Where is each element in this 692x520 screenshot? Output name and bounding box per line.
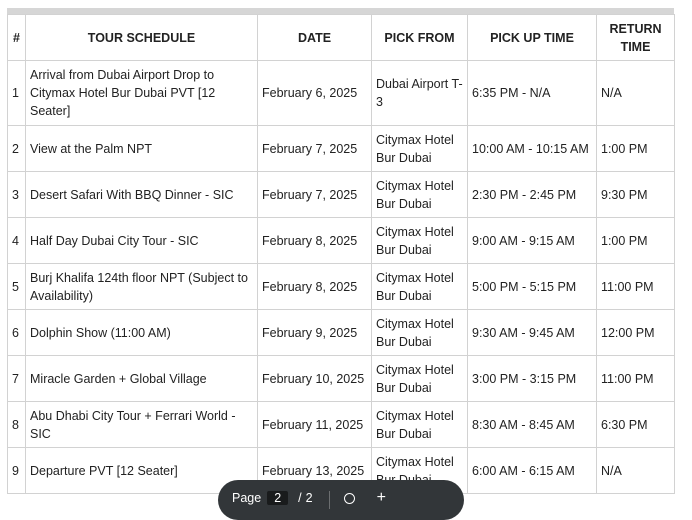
cell-date: February 7, 2025	[258, 172, 372, 218]
zoom-icon[interactable]	[344, 493, 355, 504]
cell-num: 3	[8, 172, 26, 218]
zoom-in-icon[interactable]: +	[376, 489, 386, 506]
cell-pick-up-time: 6:35 PM - N/A	[468, 61, 597, 126]
cell-pick-from: Citymax Hotel Bur Dubai	[372, 126, 468, 172]
table-row	[8, 172, 675, 218]
cell-date: February 6, 2025	[258, 61, 372, 126]
cell-pick-up-time: 9:30 AM - 9:45 AM	[468, 310, 597, 356]
cell-tour: Dolphin Show (11:00 AM)	[26, 310, 258, 356]
cell-date: February 7, 2025	[258, 126, 372, 172]
table-row	[8, 218, 675, 264]
cell-date: February 8, 2025	[258, 264, 372, 310]
cell-date: February 11, 2025	[258, 402, 372, 448]
cell-date: February 9, 2025	[258, 310, 372, 356]
cell-pick-from: Citymax Hotel Bur Dubai	[372, 172, 468, 218]
cell-pick-up-time: 5:00 PM - 5:15 PM	[468, 264, 597, 310]
page-separator: /	[298, 491, 302, 505]
cell-pick-up-time: 3:00 PM - 3:15 PM	[468, 356, 597, 402]
cell-tour: Desert Safari With BBQ Dinner - SIC	[26, 172, 258, 218]
current-page-input[interactable]: 2	[267, 491, 288, 505]
cell-tour: Burj Khalifa 124th floor NPT (Subject to Availability)	[26, 264, 258, 310]
cell-tour: Departure PVT [12 Seater]	[26, 448, 258, 494]
cell-pick-from: Citymax Hotel Bur Dubai	[372, 264, 468, 310]
cell-num: 5	[8, 264, 26, 310]
cell-num: 4	[8, 218, 26, 264]
cell-return-time: 11:00 PM	[597, 264, 675, 310]
header-pick-from: PICK FROM	[372, 15, 468, 61]
cell-pick-from: Citymax Hotel Bur Dubai	[372, 218, 468, 264]
table-row	[8, 126, 675, 172]
tour-schedule-table	[7, 14, 675, 494]
cell-tour: Abu Dhabi City Tour + Ferrari World - SIC	[26, 402, 258, 448]
table-row	[8, 402, 675, 448]
cell-return-time: 11:00 PM	[597, 356, 675, 402]
cell-tour: Arrival from Dubai Airport Drop to Citymax Hotel Bur Dubai PVT [12 Seater]	[26, 61, 258, 126]
cell-pick-from: Citymax Hotel Bur Dubai	[372, 402, 468, 448]
cell-tour: View at the Palm NPT	[26, 126, 258, 172]
header-num: #	[8, 15, 26, 61]
cell-pick-up-time: 9:00 AM - 9:15 AM	[468, 218, 597, 264]
header-tour-schedule: TOUR SCHEDULE	[26, 15, 258, 61]
cell-pick-up-time: 2:30 PM - 2:45 PM	[468, 172, 597, 218]
header-pick-up-time: PICK UP TIME	[468, 15, 597, 61]
table-row	[8, 356, 675, 402]
cell-tour: Miracle Garden + Global Village	[26, 356, 258, 402]
cell-return-time: N/A	[597, 61, 675, 126]
cell-return-time: N/A	[597, 448, 675, 494]
cell-num: 6	[8, 310, 26, 356]
pdf-page-toolbar	[218, 480, 464, 520]
table-row	[8, 310, 675, 356]
cell-pick-from: Citymax Hotel	[372, 448, 468, 494]
total-pages: 2	[305, 491, 313, 505]
cell-date: February 13, 2025	[258, 448, 372, 494]
cell-date: February 10, 2025	[258, 356, 372, 402]
page-label: Page	[232, 491, 262, 505]
cell-return-time: 1:00 PM	[597, 126, 675, 172]
cell-date: February 8, 2025	[258, 218, 372, 264]
cell-pick-up-time: 8:30 AM - 8:45 AM	[468, 402, 597, 448]
cell-num: 2	[8, 126, 26, 172]
table-row	[8, 61, 675, 126]
table-row	[8, 264, 675, 310]
cell-return-time: 12:00 PM	[597, 310, 675, 356]
cell-pick-up-time: 10:00 AM - 10:15 AM	[468, 126, 597, 172]
cell-return-time: 9:30 PM	[597, 172, 675, 218]
header-return-time: RETURN TIME	[597, 15, 675, 61]
cell-tour: Half Day Dubai City Tour - SIC	[26, 218, 258, 264]
cell-pick-up-time: 6:00 AM - 6:15 AM	[468, 448, 597, 494]
cell-return-time: 1:00 PM	[597, 218, 675, 264]
cell-return-time: 6:30 PM	[597, 402, 675, 448]
cell-pick-from: Citymax Hotel Bur Dubai	[372, 310, 468, 356]
cell-num: 9	[8, 448, 26, 494]
cell-num: 7	[8, 356, 26, 402]
table-header-row	[8, 15, 675, 61]
cell-num: 1	[8, 61, 26, 126]
header-date: DATE	[258, 15, 372, 61]
cell-num: 8	[8, 402, 26, 448]
cell-pick-from: Dubai Airport T-3	[372, 61, 468, 126]
toolbar-divider	[329, 491, 330, 509]
cell-pick-from: Citymax Hotel Bur Dubai	[372, 356, 468, 402]
